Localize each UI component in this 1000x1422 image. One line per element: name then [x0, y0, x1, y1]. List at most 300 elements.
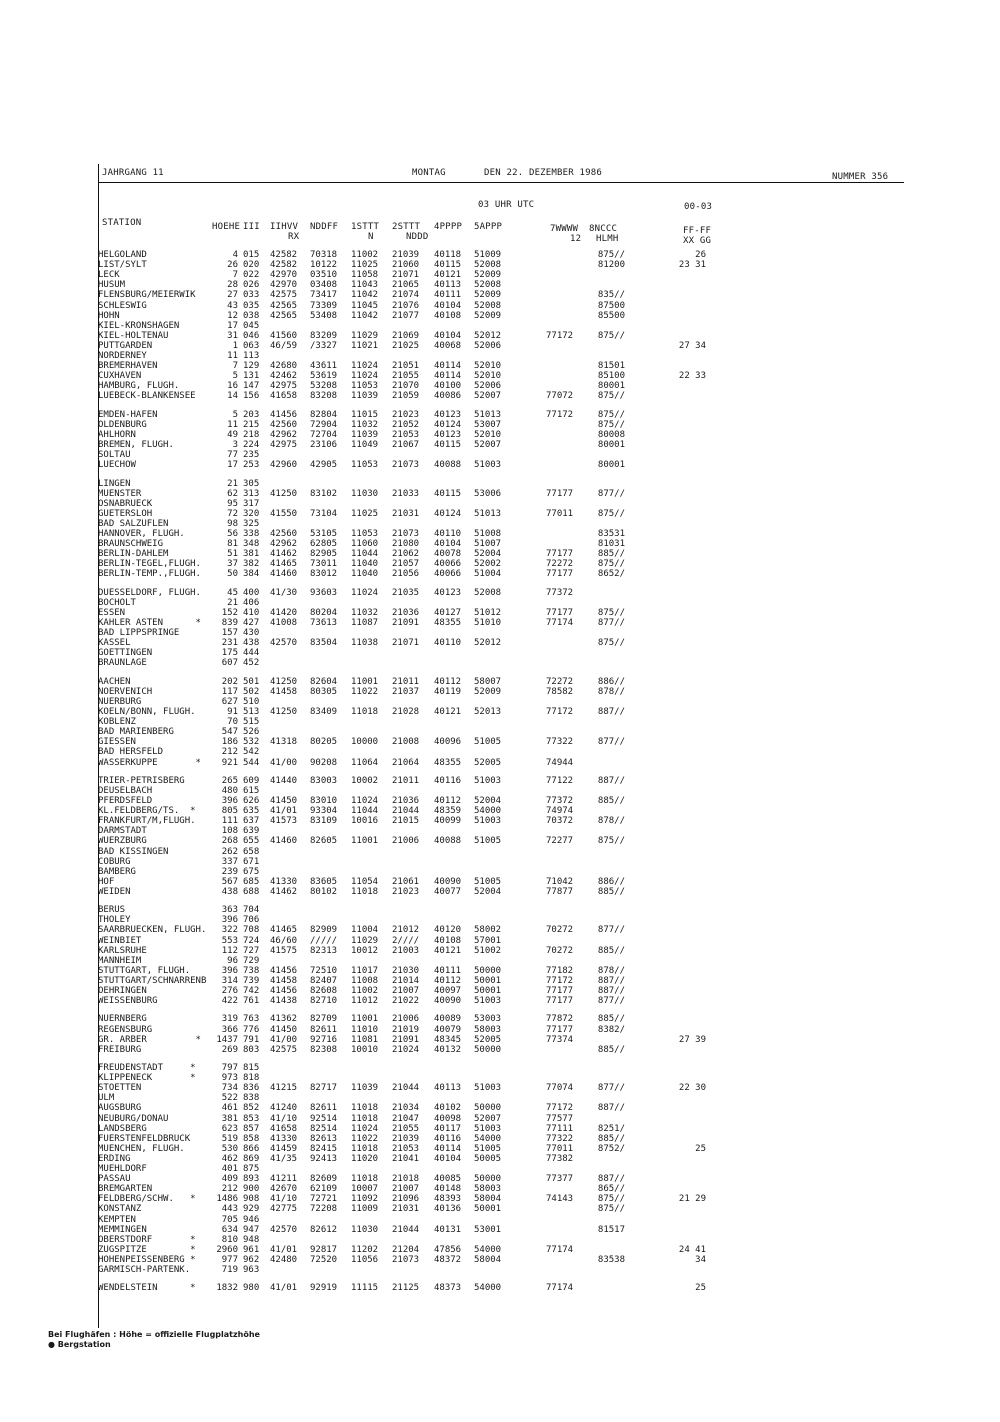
- obs-group-4: 21023: [392, 886, 420, 897]
- obs-group-6: 52010: [474, 361, 502, 372]
- station-height: 17: [227, 320, 238, 331]
- station-height: 396: [221, 965, 238, 976]
- header-station: STATION: [102, 218, 142, 228]
- obs-group-6: 53003: [474, 1014, 502, 1025]
- cloud-group: 886//: [597, 676, 625, 687]
- station-name: FELDBERG/SCHW. *: [98, 1194, 196, 1205]
- header-5appp: 5APPP: [474, 222, 503, 232]
- obs-group-1: 41240: [270, 1103, 298, 1114]
- obs-group-6: 52008: [474, 260, 502, 271]
- obs-group-6: 52005: [474, 1034, 502, 1045]
- obs-group-6: 51003: [474, 460, 502, 471]
- obs-group-3: 11024: [351, 361, 379, 372]
- obs-group-1: 41459: [270, 1143, 298, 1154]
- station-height: 567: [221, 876, 238, 887]
- obs-group-1: 42560: [270, 529, 298, 539]
- station-name: TRIER-PETRISBERG: [98, 775, 185, 786]
- obs-group-5: 40098: [434, 1113, 462, 1124]
- obs-group-1: 42570: [270, 638, 298, 649]
- station-name: KARLSRUHE: [98, 945, 147, 956]
- station-height: 810: [221, 1234, 238, 1245]
- station-id: 908: [243, 1194, 260, 1205]
- obs-group-4: 21071: [392, 638, 420, 649]
- obs-group-2: 82604: [310, 676, 338, 687]
- obs-group-5: 40115: [434, 488, 462, 499]
- station-name: LANDSBERG: [98, 1123, 147, 1134]
- obs-group-3: 11092: [351, 1194, 379, 1205]
- obs-group-5: 40089: [434, 1014, 462, 1025]
- station-name: MUENSTER: [98, 488, 142, 499]
- obs-group-4: 21059: [392, 391, 420, 402]
- cloud-group: 877//: [597, 737, 625, 748]
- obs-group-5: 40112: [434, 975, 462, 986]
- obs-group-1: 41458: [270, 975, 298, 986]
- station-name: HANNOVER, FLUGH.: [98, 529, 185, 539]
- station-height: 51: [227, 549, 238, 560]
- weather-group: 74974: [546, 806, 574, 817]
- obs-group-1: 41560: [270, 330, 298, 341]
- obs-group-4: 21024: [392, 1044, 420, 1055]
- obs-group-6: 58004: [474, 1194, 502, 1205]
- station-height: 14: [227, 391, 238, 402]
- obs-group-4: 21096: [392, 1194, 420, 1205]
- obs-group-6: 52004: [474, 796, 502, 806]
- station-name: HOF: [98, 876, 115, 887]
- cloud-group: 885//: [597, 549, 625, 560]
- station-name: COBURG: [98, 856, 131, 867]
- station-height: 734: [221, 1083, 238, 1094]
- station-id: 818: [243, 1073, 260, 1084]
- station-id: 022: [243, 270, 260, 281]
- obs-group-5: 40104: [434, 539, 462, 550]
- obs-group-5: 40115: [434, 260, 462, 271]
- obs-group-3: 11018: [351, 1103, 379, 1114]
- station-name: LUEBECK-BLANKENSEE: [98, 391, 196, 402]
- obs-group-2: 53408: [310, 310, 338, 321]
- station-id: 675: [243, 866, 260, 877]
- obs-group-2: 83109: [310, 816, 338, 827]
- station-id: 708: [243, 925, 260, 936]
- station-id: 658: [243, 846, 260, 857]
- station-height: 21: [227, 478, 238, 489]
- obs-group-6: 50001: [474, 975, 502, 986]
- obs-group-3: 11054: [351, 876, 379, 887]
- station-id: 313: [243, 488, 260, 499]
- gust-group: 23 31: [678, 260, 706, 271]
- station-id: 156: [243, 391, 260, 402]
- station-height: 12: [227, 310, 238, 321]
- cloud-group: 85100: [597, 371, 625, 382]
- station-name: WENDELSTEIN *: [98, 1283, 196, 1294]
- obs-group-3: 11009: [351, 1204, 379, 1215]
- obs-group-1: 41573: [270, 816, 298, 827]
- obs-group-4: 21030: [392, 965, 420, 976]
- obs-group-4: 21007: [392, 986, 420, 996]
- obs-group-5: 40120: [434, 925, 462, 936]
- cloud-group: 885//: [597, 1044, 625, 1055]
- obs-group-6: 52007: [474, 440, 502, 450]
- obs-group-3: 11056: [351, 1254, 379, 1265]
- obs-group-3: 11058: [351, 270, 379, 281]
- station-height: 62: [227, 488, 238, 499]
- station-id: 045: [243, 320, 260, 331]
- station-height: 5: [232, 409, 238, 420]
- weather-group: 77172: [546, 975, 574, 986]
- obs-group-4: 21044: [392, 1083, 420, 1094]
- obs-group-2: 80204: [310, 607, 338, 618]
- station-name: FLENSBURG/MEIERWIK: [98, 290, 196, 301]
- station-name: WEIDEN: [98, 886, 131, 897]
- station-id: 761: [243, 996, 260, 1007]
- obs-group-5: 40114: [434, 361, 462, 372]
- obs-group-2: 10122: [310, 260, 338, 271]
- station-name: ULM: [98, 1093, 115, 1104]
- obs-group-3: 11022: [351, 1133, 379, 1144]
- station-id: 203: [243, 409, 260, 420]
- obs-group-5: 40117: [434, 1123, 462, 1134]
- weather-group: 77072: [546, 391, 574, 402]
- station-height: 11: [227, 419, 238, 430]
- obs-group-5: 40097: [434, 986, 462, 996]
- obs-group-4: 21023: [392, 409, 420, 420]
- obs-group-5: 40088: [434, 460, 462, 471]
- obs-group-6: 51005: [474, 876, 502, 887]
- station-id: 626: [243, 796, 260, 806]
- obs-group-1: 41456: [270, 409, 298, 420]
- obs-group-5: 40148: [434, 1184, 462, 1195]
- cloud-group: 875//: [597, 1194, 625, 1205]
- footnote-airports: Bei Flughäfen : Höhe = offizielle Flugplatzhöhe: [48, 1330, 260, 1339]
- station-name: HOHENPEISSENBERG *: [98, 1254, 196, 1265]
- obs-group-5: 48393: [434, 1194, 462, 1205]
- obs-group-3: 11018: [351, 1113, 379, 1124]
- obs-group-6: 52006: [474, 340, 502, 351]
- weather-group: 77182: [546, 965, 574, 976]
- obs-group-1: 41/01: [270, 1244, 298, 1255]
- obs-group-1: 41460: [270, 836, 298, 847]
- obs-group-6: 52002: [474, 559, 502, 570]
- station-name: LIST/SYLT: [98, 260, 147, 271]
- station-height: 269: [221, 1044, 238, 1055]
- obs-group-3: 11044: [351, 549, 379, 560]
- obs-group-2: 82611: [310, 1103, 338, 1114]
- cloud-group: 887//: [597, 1103, 625, 1114]
- obs-group-5: 40113: [434, 280, 462, 291]
- obs-group-3: 11030: [351, 1224, 379, 1235]
- obs-group-6: 58004: [474, 1254, 502, 1265]
- station-name: FREIBURG: [98, 1044, 142, 1055]
- station-id: 963: [243, 1265, 260, 1275]
- weather-group: 77374: [546, 1034, 574, 1045]
- cloud-group: 875//: [597, 508, 625, 519]
- obs-group-6: 50005: [474, 1153, 502, 1164]
- obs-group-5: 48355: [434, 618, 462, 628]
- station-name: GOETTINGEN: [98, 648, 153, 659]
- obs-group-4: 21019: [392, 1024, 420, 1035]
- weather-group: 77372: [546, 587, 574, 598]
- header-hlmh-num: 12: [570, 234, 582, 244]
- station-height: 4: [232, 250, 238, 260]
- station-id: 776: [243, 1024, 260, 1035]
- obs-group-1: 41462: [270, 886, 298, 897]
- obs-group-2: 62109: [310, 1184, 338, 1195]
- station-name: BREMGARTEN: [98, 1184, 153, 1195]
- station-height: 95: [227, 498, 238, 509]
- station-name: LECK: [98, 270, 120, 281]
- obs-group-1: 46/59: [270, 340, 298, 351]
- obs-group-2: 82313: [310, 945, 338, 956]
- station-height: 322: [221, 925, 238, 936]
- station-id: 869: [243, 1153, 260, 1164]
- cloud-group: 80001: [597, 460, 625, 471]
- weather-group: 77174: [546, 1283, 574, 1294]
- station-height: 522: [221, 1093, 238, 1104]
- header-1sttt: 1STTT: [351, 222, 380, 232]
- obs-group-1: 42962: [270, 539, 298, 550]
- obs-group-5: 40121: [434, 270, 462, 281]
- cloud-group: 887//: [597, 975, 625, 986]
- weather-group: 77877: [546, 886, 574, 897]
- obs-group-6: 52006: [474, 381, 502, 392]
- station-id: 544: [243, 757, 260, 768]
- cloud-group: 81517: [597, 1224, 625, 1235]
- obs-group-3: 11039: [351, 1083, 379, 1094]
- station-height: 438: [221, 886, 238, 897]
- obs-group-1: 41/01: [270, 1283, 298, 1294]
- station-height: 1: [232, 340, 238, 351]
- obs-group-5: 40104: [434, 330, 462, 341]
- weather-group: 77174: [546, 1244, 574, 1255]
- station-height: 212: [221, 747, 238, 758]
- obs-group-5: 40077: [434, 886, 462, 897]
- obs-group-2: 82308: [310, 1044, 338, 1055]
- station-name: GR. ARBER *: [98, 1034, 201, 1045]
- cloud-group: 877//: [597, 488, 625, 499]
- obs-group-4: 21006: [392, 1014, 420, 1025]
- cloud-group: 875//: [597, 419, 625, 430]
- obs-group-6: 51005: [474, 836, 502, 847]
- cloud-group: 878//: [597, 816, 625, 827]
- station-id: 400: [243, 587, 260, 598]
- obs-group-2: 83605: [310, 876, 338, 887]
- station-id: 218: [243, 429, 260, 440]
- obs-group-5: 40104: [434, 1153, 462, 1164]
- station-name: KEMPTEN: [98, 1214, 136, 1225]
- obs-group-3: 11024: [351, 1123, 379, 1134]
- cloud-group: 887//: [597, 707, 625, 717]
- cloud-group: 87500: [597, 300, 625, 311]
- station-id: 317: [243, 498, 260, 509]
- obs-group-3: 11022: [351, 686, 379, 697]
- station-height: 805: [221, 806, 238, 817]
- station-name: KIEL-HOLTENAU: [98, 330, 169, 341]
- issue-number: NUMMER 356: [832, 172, 889, 182]
- jahrgang: JAHRGANG 11: [102, 168, 164, 178]
- station-name: ZUGSPITZE *: [98, 1244, 196, 1255]
- obs-group-5: 40121: [434, 945, 462, 956]
- obs-group-5: 48373: [434, 1283, 462, 1294]
- obs-group-4: 21052: [392, 419, 420, 430]
- obs-group-6: 52008: [474, 280, 502, 291]
- station-height: 627: [221, 696, 238, 707]
- station-id: 430: [243, 628, 260, 639]
- station-name: LUECHOW: [98, 460, 136, 471]
- station-name: BERLIN-DAHLEM: [98, 549, 169, 560]
- station-name: HAMBURG, FLUGH.: [98, 381, 180, 392]
- station-id: 253: [243, 460, 260, 471]
- obs-group-4: 21039: [392, 250, 420, 260]
- cloud-group: 885//: [597, 796, 625, 806]
- obs-group-3: 11042: [351, 310, 379, 321]
- cloud-group: 8251/: [597, 1123, 625, 1134]
- station-name: BERLIN-TEMP.,FLUGH.: [98, 569, 201, 580]
- obs-group-5: 40116: [434, 775, 462, 786]
- obs-group-5: 40108: [434, 310, 462, 321]
- gust-group: 25: [695, 1283, 706, 1294]
- obs-group-2: 23106: [310, 440, 338, 450]
- station-id: 946: [243, 1214, 260, 1225]
- obs-group-5: 40066: [434, 559, 462, 570]
- cloud-group: 81200: [597, 260, 625, 271]
- station-id: 688: [243, 886, 260, 897]
- obs-group-2: 92817: [310, 1244, 338, 1255]
- station-height: 396: [221, 796, 238, 806]
- station-height: 381: [221, 1113, 238, 1124]
- station-name: THOLEY: [98, 915, 131, 926]
- obs-group-1: 42960: [270, 460, 298, 471]
- station-name: OEHRINGEN: [98, 986, 147, 996]
- obs-group-2: 72520: [310, 1254, 338, 1265]
- obs-group-4: 21073: [392, 1254, 420, 1265]
- obs-group-6: 52007: [474, 1113, 502, 1124]
- obs-group-4: 21031: [392, 1204, 420, 1215]
- station-height: 27: [227, 290, 238, 301]
- obs-group-4: 21204: [392, 1244, 420, 1255]
- cloud-group: 875//: [597, 391, 625, 402]
- report-date: DEN 22. DEZEMBER 1986: [484, 168, 602, 178]
- obs-group-1: 41458: [270, 686, 298, 697]
- station-height: 2960: [216, 1244, 238, 1255]
- obs-group-6: 52004: [474, 549, 502, 560]
- obs-group-1: 41440: [270, 775, 298, 786]
- weather-group: 77377: [546, 1174, 574, 1185]
- weather-group: 77172: [546, 707, 574, 717]
- station-height: 422: [221, 996, 238, 1007]
- obs-group-6: 51002: [474, 945, 502, 956]
- obs-group-3: 11039: [351, 391, 379, 402]
- cloud-group: 887//: [597, 986, 625, 996]
- obs-group-4: 21073: [392, 460, 420, 471]
- cloud-group: 85500: [597, 310, 625, 321]
- obs-group-1: 41362: [270, 1014, 298, 1025]
- station-id: 706: [243, 915, 260, 926]
- obs-group-1: 41008: [270, 618, 298, 628]
- station-name: SOLTAU: [98, 450, 131, 461]
- station-name: STOETTEN: [98, 1083, 142, 1094]
- station-name: GARMISCH-PARTENK.: [98, 1265, 191, 1275]
- station-name: KL.FELDBERG/TS. *: [98, 806, 196, 817]
- obs-group-6: 51005: [474, 737, 502, 748]
- obs-group-6: 50000: [474, 1044, 502, 1055]
- obs-group-2: 43611: [310, 361, 338, 372]
- obs-group-1: 42970: [270, 280, 298, 291]
- obs-group-2: 80205: [310, 737, 338, 748]
- obs-group-3: 11040: [351, 569, 379, 580]
- obs-group-6: 53007: [474, 419, 502, 430]
- station-height: 262: [221, 846, 238, 857]
- obs-group-5: 40136: [434, 1204, 462, 1215]
- station-height: 108: [221, 826, 238, 837]
- cloud-group: 885//: [597, 945, 625, 956]
- station-height: 72: [227, 508, 238, 519]
- obs-group-1: 41456: [270, 965, 298, 976]
- obs-group-1: 41/10: [270, 1113, 298, 1124]
- station-height: 1437: [216, 1034, 238, 1045]
- obs-group-2: 82608: [310, 986, 338, 996]
- obs-group-3: 11029: [351, 330, 379, 341]
- obs-group-5: 40123: [434, 429, 462, 440]
- station-id: 224: [243, 440, 260, 450]
- station-name: BRAUNLAGE: [98, 658, 147, 669]
- station-height: 202: [221, 676, 238, 687]
- obs-group-4: 21034: [392, 1103, 420, 1114]
- station-id: 637: [243, 816, 260, 827]
- weather-group: 77177: [546, 488, 574, 499]
- station-id: 215: [243, 419, 260, 430]
- station-name: CUXHAVEN: [98, 371, 142, 382]
- weather-group: 77177: [546, 607, 574, 618]
- station-id: 063: [243, 340, 260, 351]
- obs-group-6: 51007: [474, 539, 502, 550]
- station-height: 43: [227, 300, 238, 311]
- station-id: 742: [243, 986, 260, 996]
- obs-group-3: 11001: [351, 676, 379, 687]
- station-name: BAD MARIENBERG: [98, 727, 174, 738]
- station-id: 655: [243, 836, 260, 847]
- obs-group-2: 72721: [310, 1194, 338, 1205]
- cloud-group: 8382/: [597, 1024, 625, 1035]
- station-name: SCHLESWIG: [98, 300, 147, 311]
- station-name: BERLIN-TEGEL,FLUGH.: [98, 559, 201, 570]
- obs-group-2: 83409: [310, 707, 338, 717]
- station-name: OSNABRUECK: [98, 498, 153, 509]
- obs-group-3: 11115: [351, 1283, 379, 1294]
- obs-group-4: 21047: [392, 1113, 420, 1124]
- weather-group: 77322: [546, 737, 574, 748]
- station-name: PASSAU: [98, 1174, 131, 1185]
- header-nddd: NDDD: [406, 232, 429, 242]
- station-id: 510: [243, 696, 260, 707]
- station-height: 152: [221, 607, 238, 618]
- obs-group-3: 11001: [351, 836, 379, 847]
- obs-group-1: 41250: [270, 488, 298, 499]
- header-ffff: FF-FF: [683, 226, 712, 236]
- station-name: HELGOLAND: [98, 250, 147, 260]
- obs-group-4: 21041: [392, 1153, 420, 1164]
- cloud-group: 878//: [597, 965, 625, 976]
- weather-group: 77577: [546, 1113, 574, 1124]
- obs-group-4: 21055: [392, 1123, 420, 1134]
- obs-group-1: 42970: [270, 270, 298, 281]
- obs-group-4: 21022: [392, 996, 420, 1007]
- obs-group-5: 48359: [434, 806, 462, 817]
- obs-group-1: 42570: [270, 1224, 298, 1235]
- cloud-group: 80001: [597, 440, 625, 450]
- obs-group-6: 52012: [474, 638, 502, 649]
- weather-group: 77322: [546, 1133, 574, 1144]
- weather-group: 70372: [546, 816, 574, 827]
- obs-group-2: 73613: [310, 618, 338, 628]
